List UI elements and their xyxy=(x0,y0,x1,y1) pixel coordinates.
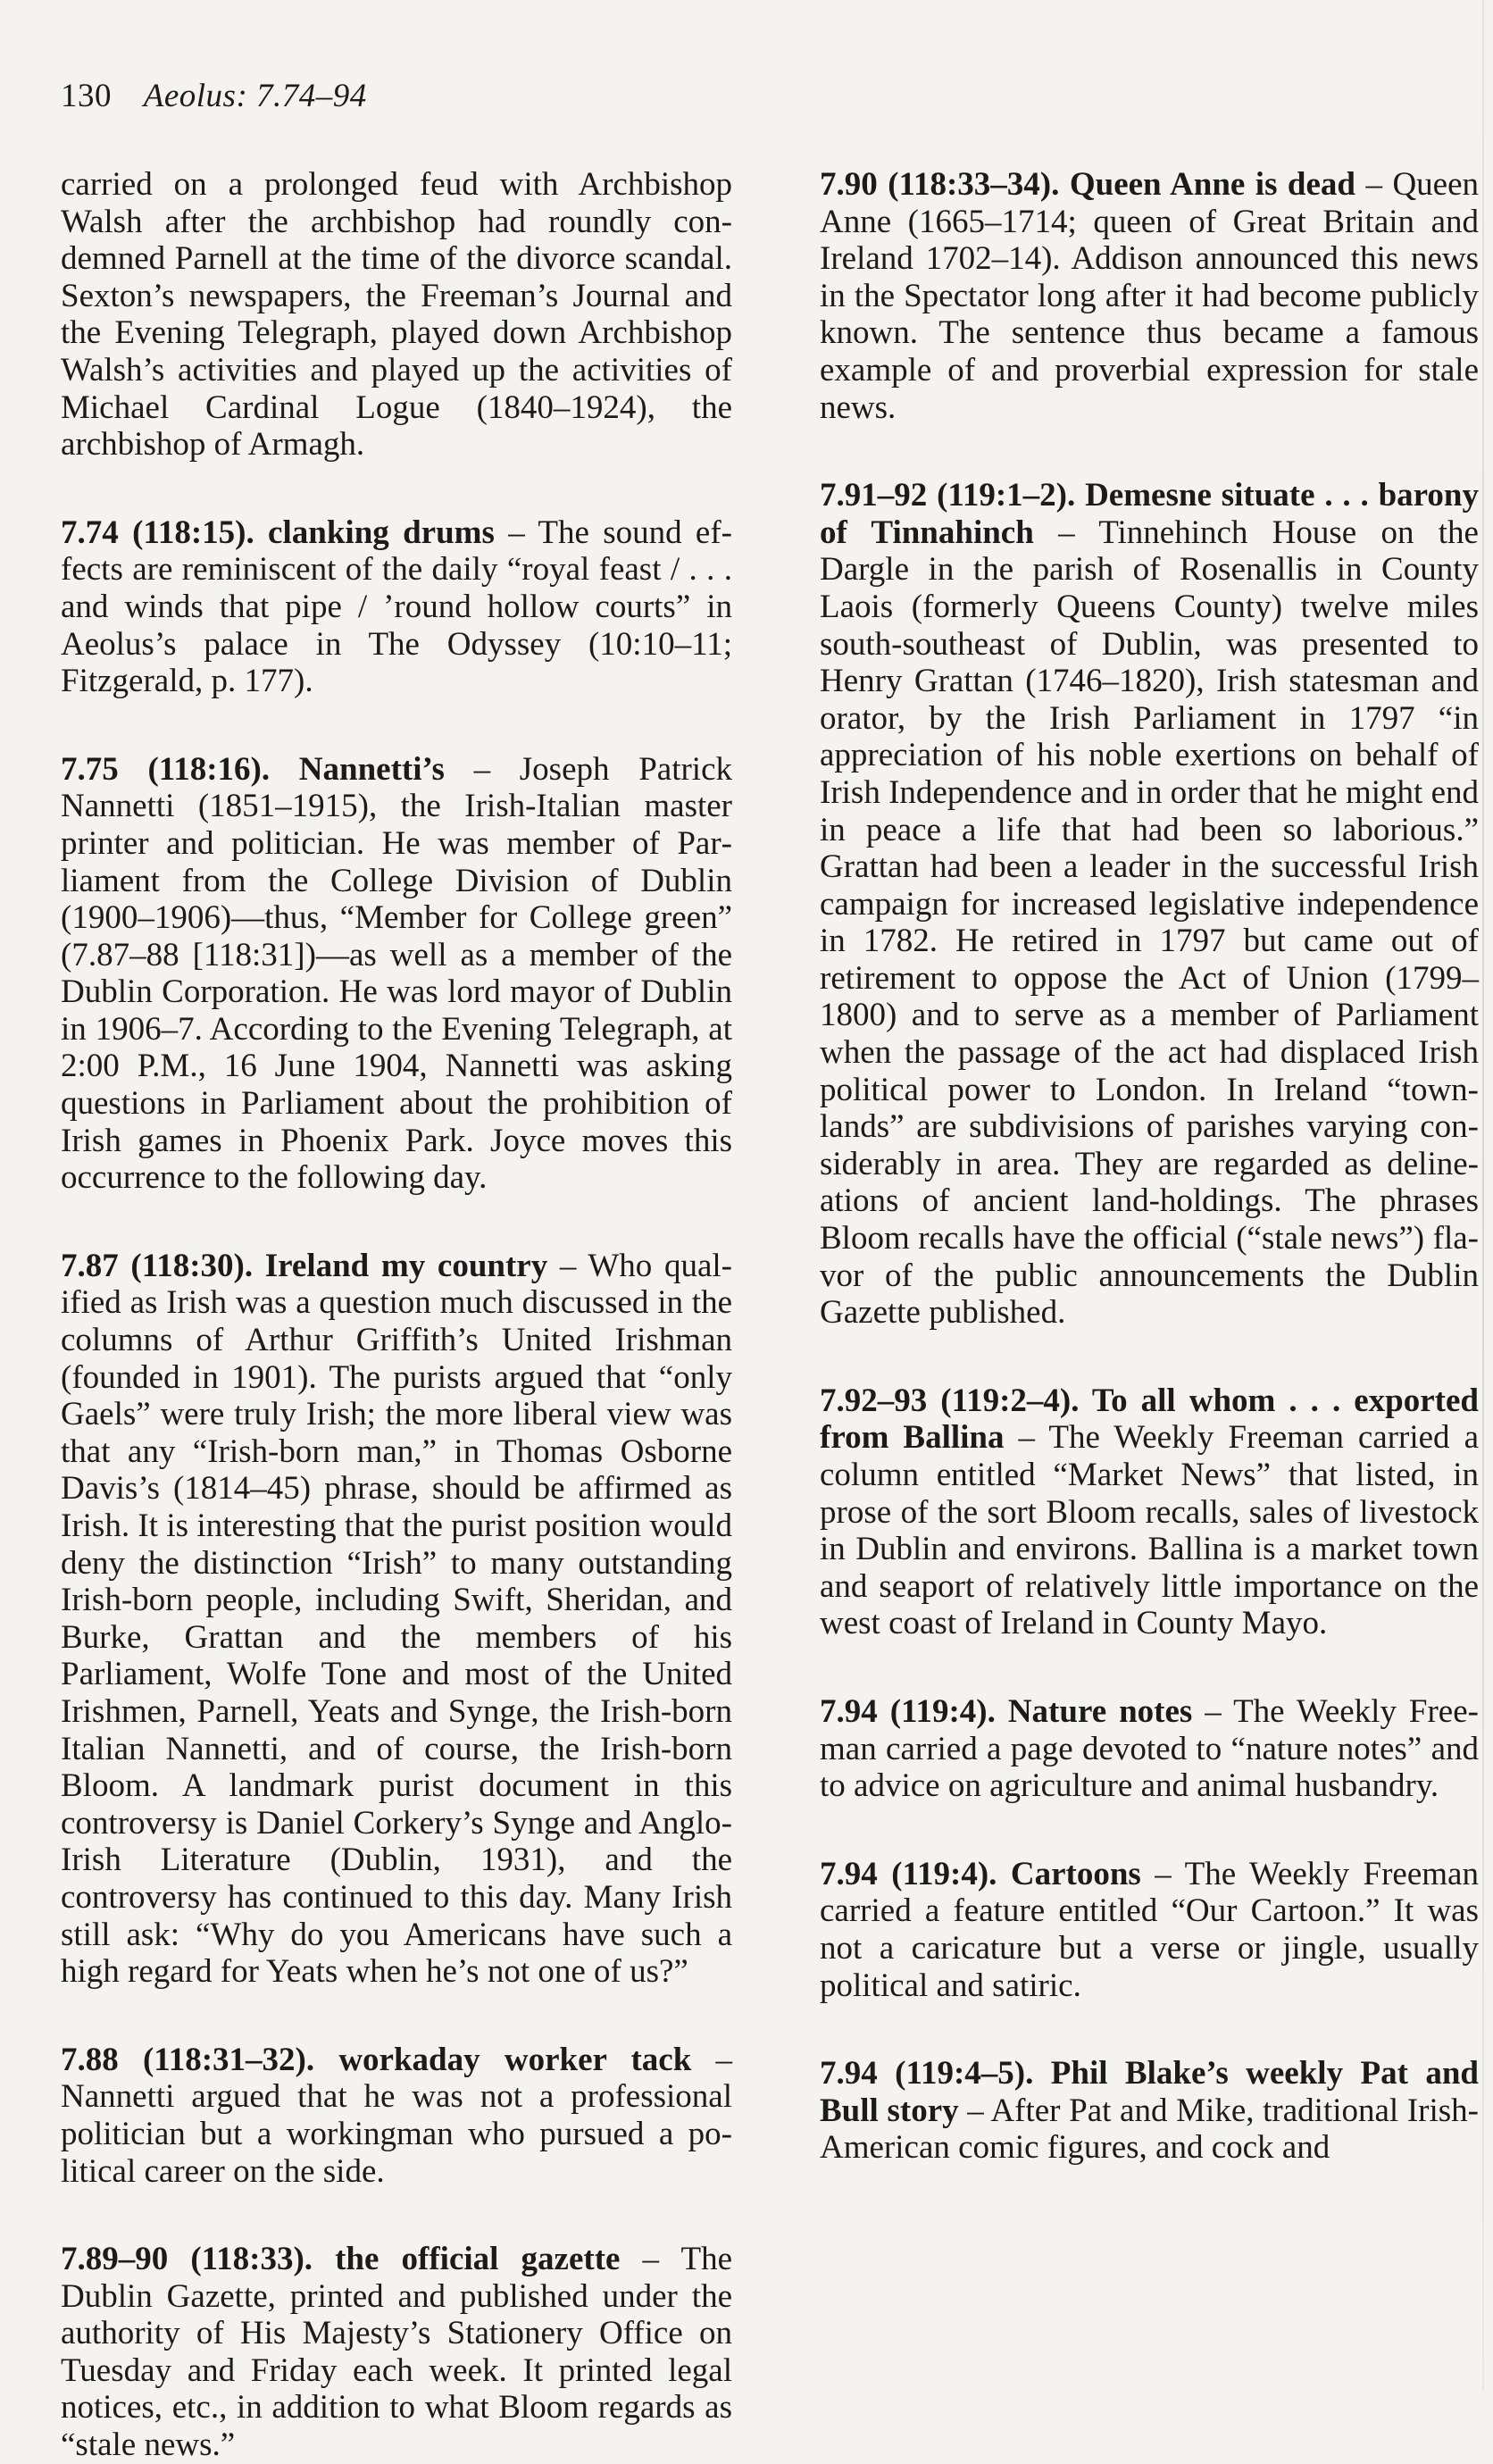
entry-7-89: 7.89–90 (118:33). the official gazette – The Dublin Gazette, printed and published under the authority of His Majesty’s Stationery Office on Tuesday and Friday each week. It printed legal notices, etc., in addition to what Bloom regards as “stale news.” xyxy=(61,2241,732,2464)
entry-7-94-nature: 7.94 (119:4). Nature notes – The Weekly Freeman carried a page devoted to “nature notes” and to advice on agriculture and animal husbandry. xyxy=(820,1692,1479,1805)
entry-7-87: 7.87 (118:30). Ireland my country – Who qualified as Irish was a question much discussed in the columns of Arthur Griffith’s United Irishman (founded in 1901). The purists argued that “only Gaels” were truly Irish; the more liberal view was that any “Irish-born man,” in Thomas Osborne Davis’s (1814–45) phrase, should be affirmed as Irish. It is interesting that the purist position would deny the distinction “Irish” to many outstanding Irish-born people, including Swift, Sheridan, and Burke, Grattan and the members of his Parliament, Wolfe Tone and most of the United Irishmen, Parnell, Yeats and Synge, the Irish-born Italian Nannetti, and of course, the Irish-born Bloom. A landmark purist document in this controversy is Daniel Corkery’s Synge and Anglo-Irish Literature (Dublin, 1931), and the controversy has continued to this day. Many Irish still ask: “Why do you Americans have such a high regard for Yeats when he’s not one of us?” xyxy=(61,1247,732,1991)
entry-head: 7.75 (118:16). Nannetti’s xyxy=(61,750,445,788)
entry-text: The Weekly Freeman carried a column entitled “Market News” that listed, in prose of the sort Bloom recalls, sales of livestock in Dublin and environs. Ballina is a market town and seaport of relatively little importance on the west coast of Ireland in County Mayo. xyxy=(820,1419,1479,1642)
entry-head: 7.88 (118:31–32). workaday worker tack xyxy=(61,2041,692,2078)
entry-continued xyxy=(61,166,732,464)
entry-text: Queen Anne (1665–1714; queen of Great Britain and Ireland 1702–14). Addison announced this news in the Spectator long after it had become publicly known. The sentence thus became a famous example of and proverbial expression for stale news. xyxy=(820,166,1480,426)
entry-text: The Weekly Freeman carried a page devoted to “nature notes” and to advice on agriculture and animal husbandry. xyxy=(820,1692,1479,1805)
entry-text: carried on a prolonged feud with Archbishop Walsh after the archbishop had roundly condemned Parnell at the time of the divorce scandal. Sexton’s newspapers, the Freeman’s Journal and the Evening Telegraph, played down Archbishop Walsh’s activities and played up the activities of Michael Cardinal Logue (1840–1924), the archbishop of Armagh. xyxy=(61,166,732,464)
left-column xyxy=(61,166,732,2464)
running-title: Aeolus: 7.74–94 xyxy=(143,78,367,114)
entry-head: 7.94 (119:4). Nature notes xyxy=(820,1692,1193,1730)
running-header xyxy=(61,77,367,115)
right-column xyxy=(820,166,1479,2167)
entry-text: The sound effects are reminiscent of the daily “royal feast / . . . and winds that pipe / ’round hollow courts” in Aeolus’s palace in The Odyssey (10:10–11; Fitzgerald, p. 177). xyxy=(61,514,732,700)
entry-head: 7.91–92 (119:1–2). Demesne situate . . . barony of Tinnahinch xyxy=(820,477,1479,551)
entry-text: The Dublin Gazette, printed and published under the authority of His Majesty’s Stationery Office on Tuesday and Friday each week. It printed legal notices, etc., in addition to what Bloom regards as “stale news.” xyxy=(61,2241,732,2464)
entry-head: 7.94 (119:4). Cartoons xyxy=(820,1855,1141,1892)
entry-head: 7.90 (118:33–34). Queen Anne is dead xyxy=(820,166,1356,203)
entry-7-75: 7.75 (118:16). Nannetti’s – Joseph Patrick Nannetti (1851–1915), the Irish-Italian master printer and politician. He was member of Parliament from the College Division of Dublin (1900–1906)—thus, “Member for College green” (7.87–88 [118:31])—as well as a member of the Dublin Corporation. He was lord mayor of Dublin in 1906–7. According to the Evening Telegraph, at 2:00 P.M., 16 June 1904, Nannetti was asking questions in Parliament about the prohibition of Irish games in Phoenix Park. Joyce moves this occurrence to the following day. xyxy=(61,750,732,1197)
page-number: 130 xyxy=(61,78,112,114)
entry-head: 7.94 (119:4–5). Phil Blake’s weekly Pat and Bull story xyxy=(820,2055,1479,2129)
entry-text: After Pat and Mike, traditional Irish-American comic figures, and cock and xyxy=(820,2092,1480,2167)
entry-head: 7.89–90 (118:33). the official gazette xyxy=(61,2241,621,2278)
page-edge xyxy=(1482,0,1484,2392)
entry-7-74: 7.74 (118:15). clanking drums – The sound effects are reminiscent of the daily “royal feast / . . . and winds that pipe / ’round hollow courts” in Aeolus’s palace in The Odyssey (10:10–11; Fitzgerald, p. 177). xyxy=(61,514,732,700)
entry-text: Tinnehinch House on the Dargle in the parish of Rosenallis in County Laois (formerly Queens County) twelve miles south-southeast of Dublin, was presented to Henry Grattan (1746–1820), Irish statesman and orator, by the Irish Parliament in 1797 “in appreciation of his noble exertions on behalf of Irish Independence and in order that he might end in peace a life that had been so laborious.” Grattan had been a leader in the successful Irish campaign for increased legislative independence in 1782. He retired in 1797 but came out of retirement to oppose the Act of Union (1799–1800) and to serve as a member of Parliament when the passage of the act had displaced Irish political power to London. In Ireland “townlands” are subdivisions of parishes varying considerably in area. They are regarded as delineations of ancient land-holdings. The phrases Bloom recalls have the official (“stale news”) flavor of the public announcements the Dublin Gazette published. xyxy=(820,514,1479,1332)
entry-text: Joseph Patrick Nannetti (1851–1915), the Irish-Italian master printer and politician. He was member of Parliament from the College Division of Dublin (1900–1906)—thus, “Member for College green” (7.87–88 [118:31])—as well as a member of the Dublin Corporation. He was lord mayor of Dublin in 1906–7. According to the Evening Telegraph, at 2:00 P.M., 16 June 1904, Nannetti was asking questions in Parliament about the prohibition of Irish games in Phoenix Park. Joyce moves this occurrence to the following day. xyxy=(61,750,732,1197)
entry-text: Nannetti argued that he was not a professional politician but a workingman who pursued a political career on the side. xyxy=(61,2078,732,2190)
entry-text: The Weekly Freeman carried a feature entitled “Our Cartoon.” It was not a caricature but a verse or jingle, usually political and satiric. xyxy=(820,1855,1479,2004)
entry-head: 7.87 (118:30). Ireland my country xyxy=(61,1247,548,1284)
entry-7-92: 7.92–93 (119:2–4). To all whom . . . exported from Ballina – The Weekly Freeman carried a column entitled “Market News” that listed, in prose of the sort Bloom recalls, sales of livestock in Dublin and environs. Ballina is a market town and seaport of relatively little importance on the west coast of Ireland in County Mayo. xyxy=(820,1382,1479,1642)
entry-7-90: 7.90 (118:33–34). Queen Anne is dead – Queen Anne (1665–1714; queen of Great Britain and Ireland 1702–14). Addison announced this news in the Spectator long after it had become publicly known. The sentence thus became a famous example of and proverbial expression for stale news. xyxy=(820,166,1480,426)
entry-head: 7.74 (118:15). clanking drums xyxy=(61,514,495,551)
entry-7-94-cartoons: 7.94 (119:4). Cartoons – The Weekly Freeman carried a feature entitled “Our Cartoon.” It was not a caricature but a verse or jingle, usually political and satiric. xyxy=(820,1855,1479,2004)
entry-text: Who qualified as Irish was a question much discussed in the columns of Arthur Griffith’s United Irishman (founded in 1901). The purists argued that “only Gaels” were truly Irish; the more liberal view was that any “Irish-born man,” in Thomas Osborne Davis’s (1814–45) phrase, should be affirmed as Irish. It is interesting that the purist position would deny the distinction “Irish” to many outstanding Irish-born people, including Swift, Sheridan, and Burke, Grattan and the members of his Parliament, Wolfe Tone and most of the United Irishmen, Parnell, Yeats and Synge, the Irish-born Italian Nannetti, and of course, the Irish-born Bloom. A landmark purist document in this controversy is Daniel Corkery’s Synge and Anglo-Irish Literature (Dublin, 1931), and the controversy has continued to this day. Many Irish still ask: “Why do you Americans have such a high regard for Yeats when he’s not one of us?” xyxy=(61,1247,732,1991)
entry-7-91: 7.91–92 (119:1–2). Demesne situate . . . barony of Tinnahinch – Tinnehinch House on the Dargle in the parish of Rosenallis in County Laois (formerly Queens County) twelve miles south-southeast of Dublin, was presented to Henry Grattan (1746–1820), Irish statesman and orator, by the Irish Parliament in 1797 “in appreciation of his noble exertions on behalf of Irish Independence and in order that he might end in peace a life that had been so laborious.” Grattan had been a leader in the successful Irish campaign for increased legislative independence in 1782. He retired in 1797 but came out of retirement to oppose the Act of Union (1799–1800) and to serve as a member of Parliament when the passage of the act had displaced Irish political power to London. In Ireland “townlands” are subdivisions of parishes varying considerably in area. They are regarded as delineations of ancient land-holdings. The phrases Bloom recalls have the official (“stale news”) flavor of the public announcements the Dublin Gazette published. xyxy=(820,477,1479,1332)
entry-7-88: 7.88 (118:31–32). workaday worker tack – Nannetti argued that he was not a professional politician but a workingman who pursued a political career on the side. xyxy=(61,2041,732,2190)
entry-head: 7.92–93 (119:2–4). To all whom . . . exported from Ballina xyxy=(820,1382,1479,1457)
entry-7-94-phil-blake: 7.94 (119:4–5). Phil Blake’s weekly Pat and Bull story – After Pat and Mike, traditional Irish-American comic figures, and cock and xyxy=(820,2055,1480,2167)
